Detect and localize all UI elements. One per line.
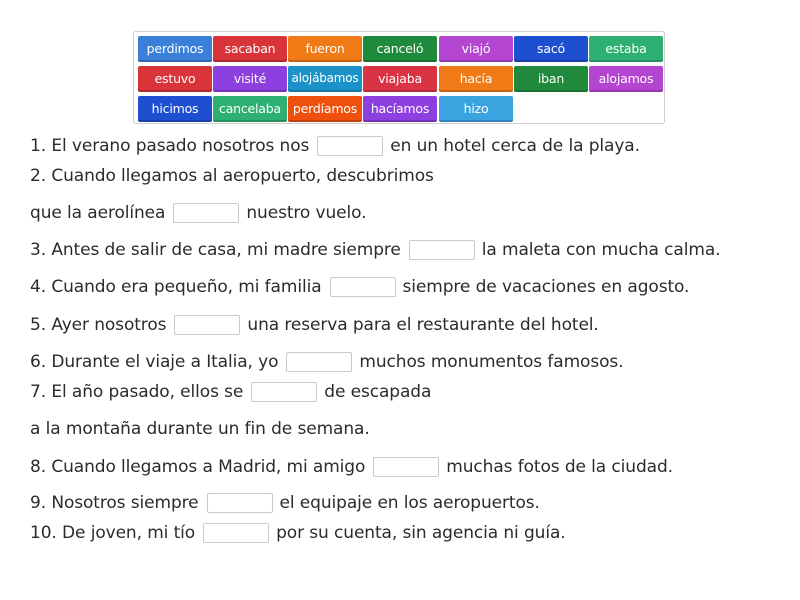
answer-blank[interactable] [409, 240, 475, 260]
word-tile[interactable]: perdíamos [288, 96, 362, 122]
sentence-line [30, 135, 640, 157]
word-tile[interactable]: alojábamos [288, 66, 362, 92]
word-tile[interactable]: perdimos [138, 36, 212, 62]
word-tile[interactable]: hacía [439, 66, 513, 92]
word-tile[interactable]: estaba [589, 36, 663, 62]
word-tile[interactable]: hicimos [138, 96, 212, 122]
sentence-text-before: 10. De joven, mi tío [30, 523, 196, 543]
answer-blank[interactable] [173, 203, 239, 223]
sentence-text-before: 2. Cuando llegamos al aeropuerto, descubrimos [30, 166, 434, 186]
sentence-text-before: 1. El verano pasado nosotros nos [30, 136, 310, 156]
sentence-line [30, 522, 566, 544]
sentence-text-before: que la aerolínea [30, 203, 166, 223]
sentence-text-before: 9. Nosotros siempre [30, 493, 199, 513]
answer-blank[interactable] [330, 277, 396, 297]
word-tile[interactable]: sacó [514, 36, 588, 62]
sentence-text-before: 3. Antes de salir de casa, mi madre siempre [30, 240, 401, 260]
sentence-text-after: por su cuenta, sin agencia ni guía. [276, 523, 566, 543]
sentence-line [30, 351, 623, 373]
sentence-line [30, 202, 366, 224]
sentence-line [30, 492, 540, 514]
answer-blank[interactable] [207, 493, 273, 513]
answer-blank[interactable] [317, 136, 383, 156]
word-tile[interactable]: estuvo [138, 66, 212, 92]
word-tile[interactable]: canceló [363, 36, 437, 62]
sentence-text-after: el equipaje en los aeropuertos. [279, 493, 540, 513]
word-bank [133, 31, 665, 124]
sentence-line [30, 165, 434, 187]
sentence-line [30, 418, 370, 440]
word-tile[interactable]: visité [213, 66, 287, 92]
word-tile[interactable]: iban [514, 66, 588, 92]
word-tile[interactable]: hacíamos [363, 96, 437, 122]
sentence-text-before: a la montaña durante un fin de semana. [30, 419, 370, 439]
answer-blank[interactable] [286, 352, 352, 372]
sentence-text-before: 5. Ayer nosotros [30, 315, 167, 335]
sentence-text-after: siempre de vacaciones en agosto. [402, 277, 690, 297]
sentence-text-after: la maleta con mucha calma. [481, 240, 721, 260]
sentence-line [30, 239, 720, 261]
sentence-text-after: una reserva para el restaurante del hotel. [247, 315, 599, 335]
answer-blank[interactable] [251, 382, 317, 402]
word-tile[interactable]: viajó [439, 36, 513, 62]
word-tile[interactable]: cancelaba [213, 96, 287, 122]
sentence-text-before: 6. Durante el viaje a Italia, yo [30, 352, 279, 372]
sentence-text-before: 4. Cuando era pequeño, mi familia [30, 277, 322, 297]
sentence-line [30, 381, 431, 403]
answer-blank[interactable] [203, 523, 269, 543]
answer-blank[interactable] [373, 457, 439, 477]
sentence-text-before: 8. Cuando llegamos a Madrid, mi amigo [30, 457, 366, 477]
answer-blank[interactable] [174, 315, 240, 335]
sentence-text-after: de escapada [324, 382, 432, 402]
sentence-text-before: 7. El año pasado, ellos se [30, 382, 244, 402]
word-tile[interactable]: viajaba [363, 66, 437, 92]
word-tile[interactable]: fueron [288, 36, 362, 62]
word-tile[interactable]: alojamos [589, 66, 663, 92]
sentence-line [30, 314, 599, 336]
word-tile[interactable]: hizo [439, 96, 513, 122]
sentence-line [30, 276, 689, 298]
sentence-text-after: muchas fotos de la ciudad. [446, 457, 673, 477]
sentence-line [30, 456, 673, 478]
sentence-text-after: en un hotel cerca de la playa. [390, 136, 640, 156]
word-tile[interactable]: sacaban [213, 36, 287, 62]
sentence-text-after: muchos monumentos famosos. [359, 352, 624, 372]
sentence-text-after: nuestro vuelo. [246, 203, 367, 223]
